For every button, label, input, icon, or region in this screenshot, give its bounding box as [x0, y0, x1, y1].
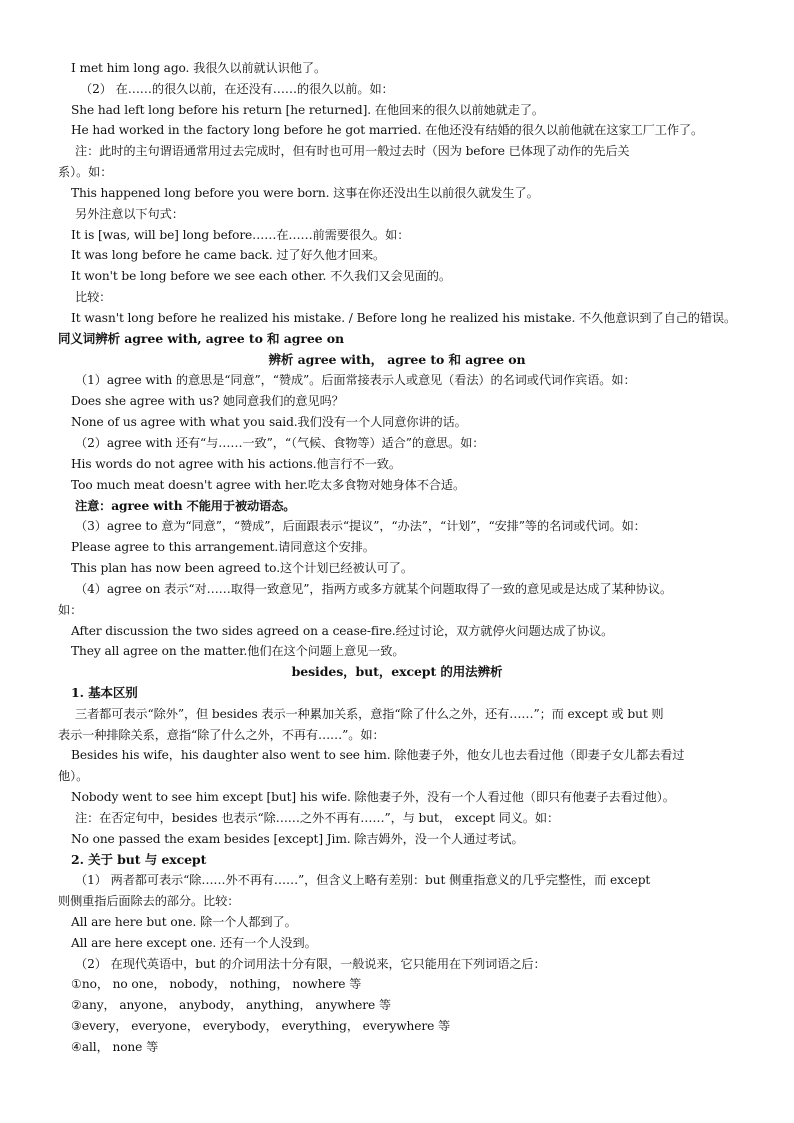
- text-line: After discussion the two sides agreed on a cease-fire.经过讨论，双方就停火问题达成了协议。: [71, 624, 614, 638]
- text-line: 比较：: [75, 290, 112, 304]
- text-line: （4）agree on 表示“对……取得一致意见”，指两方或多方就某个问题取得了一致的意见或是达成了某种协议。: [75, 582, 673, 596]
- text-line: It wasn't long before he realized his mistake. / Before long he realized his mistake. 不久他意识到了自己的错误。: [71, 311, 737, 325]
- text-line: All are here except one. 还有一个人没到。: [71, 936, 317, 950]
- text-line: They all agree on the matter.他们在这个问题上意见一致。: [71, 644, 405, 658]
- text-line: I met him long ago. 我很久以前就认识他了。: [71, 61, 327, 75]
- text-line: It was long before he came back. 过了好久他才回来。: [71, 248, 386, 262]
- text-line: （1） 两者都可表示“除……外不再有……”，但含义上略有差别：but 侧重指意义的几乎完整性，而 except: [75, 873, 651, 887]
- text-line: （3）agree to 意为“同意”，“赞成”，后面跟表示“提议”，“办法”，“计划”，“安排”等的名词或代词。如：: [75, 519, 646, 533]
- text-line: 三者都可表示“除外”，但 besides 表示一种累加关系，意指“除了什么之外，还有……”；而 except 或 but 则: [75, 707, 664, 721]
- text-line: All are here but one. 除一个人都到了。: [71, 915, 297, 929]
- text-line: 他）。: [58, 769, 89, 783]
- text-line: No one passed the exam besides [except] Jim. 除吉姆外，没一个人通过考试。: [71, 832, 524, 846]
- section-title: 辨析 agree with， agree to 和 agree on: [268, 352, 526, 367]
- text-line: （2） 在现代英语中，but 的介词用法十分有限，一般说来，它只能用在下列词语之后：: [75, 957, 546, 971]
- text-line: Too much meat doesn't agree with her.吃太多食物对她身体不合适。: [71, 478, 466, 492]
- subsection-heading: 1. 基本区别: [71, 685, 138, 700]
- text-line: 则侧重指后面除去的部分。比较：: [58, 894, 240, 908]
- subsection-heading: 2. 关于 but 与 except: [71, 852, 207, 867]
- list-item: ③every， everyone， everybody， everything， everywhere 等: [71, 1019, 451, 1033]
- text-line: Does she agree with us? 她同意我们的意见吗？: [71, 394, 344, 408]
- text-line: It won't be long before we see each other. 不久我们又会见面的。: [71, 269, 451, 283]
- text-line: Nobody went to see him except [but] his wife. 除他妻子外，没有一个人看过他（即只有他妻子去看过他）。: [71, 790, 675, 804]
- text-line: It is [was, will be] long before……在……前需要很久。如：: [71, 228, 410, 242]
- list-item: ④all， none 等: [71, 1040, 159, 1054]
- text-line: （1）agree with 的意思是“同意”，“赞成”。后面常接表示人或意见（看法）的名词或代词作宾语。如：: [75, 373, 636, 387]
- list-item: ②any， anyone， anybody， anything， anywhere 等: [71, 998, 391, 1012]
- text-line: 注：此时的主句谓语通常用过去完成时，但有时也可用一般过去时（因为 before 已体现了动作的先后关: [75, 144, 630, 158]
- text-line: This plan has now been agreed to.这个计划已经被认可了。: [71, 561, 413, 575]
- text-line: 注：在否定句中，besides 也表示“除……之外不再有……”，与 but， except 同义。如：: [75, 811, 560, 825]
- text-line: Please agree to this arrangement.请同意这个安排。: [71, 540, 375, 554]
- text-line: She had left long before his return [he returned]. 在他回来的很久以前她就走了。: [71, 103, 545, 117]
- text-line: He had worked in the factory long before he got married. 在他还没有结婚的很久以前他就在这家工厂工作了。: [71, 123, 704, 137]
- text-line: His words do not agree with his actions.他言行不一致。: [71, 457, 401, 471]
- text-line: （2）agree with 还有“与……一致”，“（气候、食物等）适合”的意思。如：: [75, 436, 485, 450]
- text-line: None of us agree with what you said.我们没有一个人同意你讲的话。: [71, 415, 467, 429]
- text-line: Besides his wife，his daughter also went to see him. 除他妻子外，他女儿也去看过他（即妻子女儿都去看过: [71, 748, 685, 762]
- text-line: 另外注意以下句式：: [75, 207, 184, 221]
- text-line: 表示一种排除关系，意指“除了什么之外，不再有……”。如：: [58, 728, 385, 742]
- section-heading: 同义词辨析 agree with, agree to 和 agree on: [58, 331, 345, 346]
- list-item: ①no， no one， nobody， nothing， nowhere 等: [71, 977, 362, 991]
- section-title: besides，but，except 的用法辨析: [291, 664, 503, 679]
- text-line: This happened long before you were born. 这事在你还没出生以前很久就发生了。: [71, 186, 539, 200]
- note-line: 注意：agree with 不能用于被动语态。: [75, 499, 296, 513]
- text-line: 系）。如：: [58, 165, 113, 179]
- text-line: 如：: [58, 603, 83, 617]
- text-line: （2） 在……的很久以前，在还没有……的很久以前。如：: [80, 82, 394, 96]
